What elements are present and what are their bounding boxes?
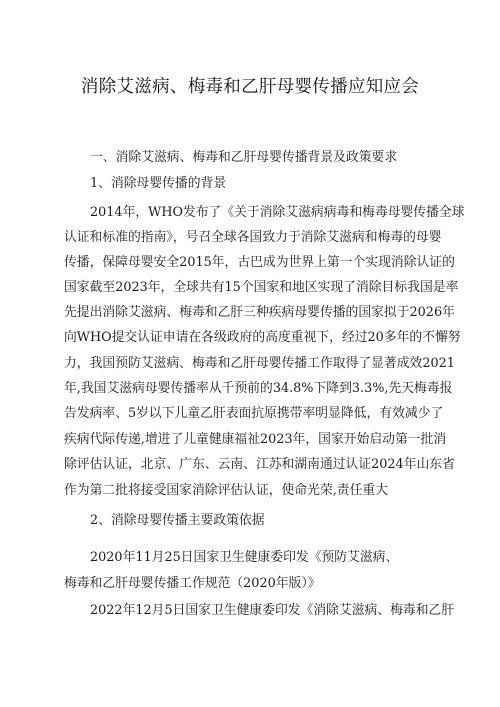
subsection-heading: 2、消除母婴传播主要政策依据 (90, 513, 265, 528)
paragraph-line: 力，我国预防艾滋病、梅毒和乙肝母婴传播工作取得了显著成效2021 (64, 356, 455, 371)
policy-line: 梅毒和乙肝母婴传播工作规范（2020年版）》 (64, 576, 321, 591)
paragraph-line: 2014年，WHO发布了《关于消除艾滋病病毒和梅毒母婴传播全球 (90, 205, 465, 220)
paragraph-line: 认证和标准的指南》，号召全球各国致力于消除艾滋病和梅毒的母婴 (64, 230, 442, 245)
paragraph-line: 作为第二批将接受国家消除评估认证，使命光荣,责任重大 (64, 483, 388, 498)
paragraph-line: 年,我国艾滋病母婴传播率从千预前的34.8%下降到3.3%,先天梅毒报 (64, 381, 453, 396)
page-title: 消除艾滋病、梅毒和乙肝母婴传播应知应会 (80, 77, 420, 97)
paragraph-line: 除评估认证，北京、广东、云南、江苏和湖南通过认证2024年山东省 (64, 457, 455, 472)
policy-line: 2022年12月5日国家卫生健康委印发《消除艾滋病、梅毒和乙肝 (90, 603, 455, 618)
paragraph-line: 向WHO提交认证申请在各级政府的高度重视下，经过20多年的不懈努 (64, 330, 461, 345)
paragraph-line: 告发病率、5岁以下儿童乙肝表面抗原携带率明显降低，有效减少了 (64, 406, 444, 421)
policy-line: 2020年11月25日国家卫生健康委印发《预防艾滋病、 (90, 550, 399, 565)
section-heading: 一、消除艾滋病、梅毒和乙肝母婴传播背景及政策要求 (90, 150, 398, 165)
paragraph-line: 国家截至2023年，全球共有15个国家和地区实现了消除目标我国是率 (64, 280, 459, 295)
paragraph-line: 疾病代际传递,增进了儿童健康福祉2023年，国家开始启动第一批消 (64, 432, 447, 447)
paragraph-line: 传播，保障母婴安全2015年，古巴成为世界上第一个实现消除认证的 (64, 255, 455, 270)
subsection-heading: 1、消除母婴传播的背景 (90, 176, 227, 191)
paragraph-line: 先提出消除艾滋病、梅毒和乙肝三种疾病母婴传播的国家拟于2026年 (64, 305, 455, 320)
